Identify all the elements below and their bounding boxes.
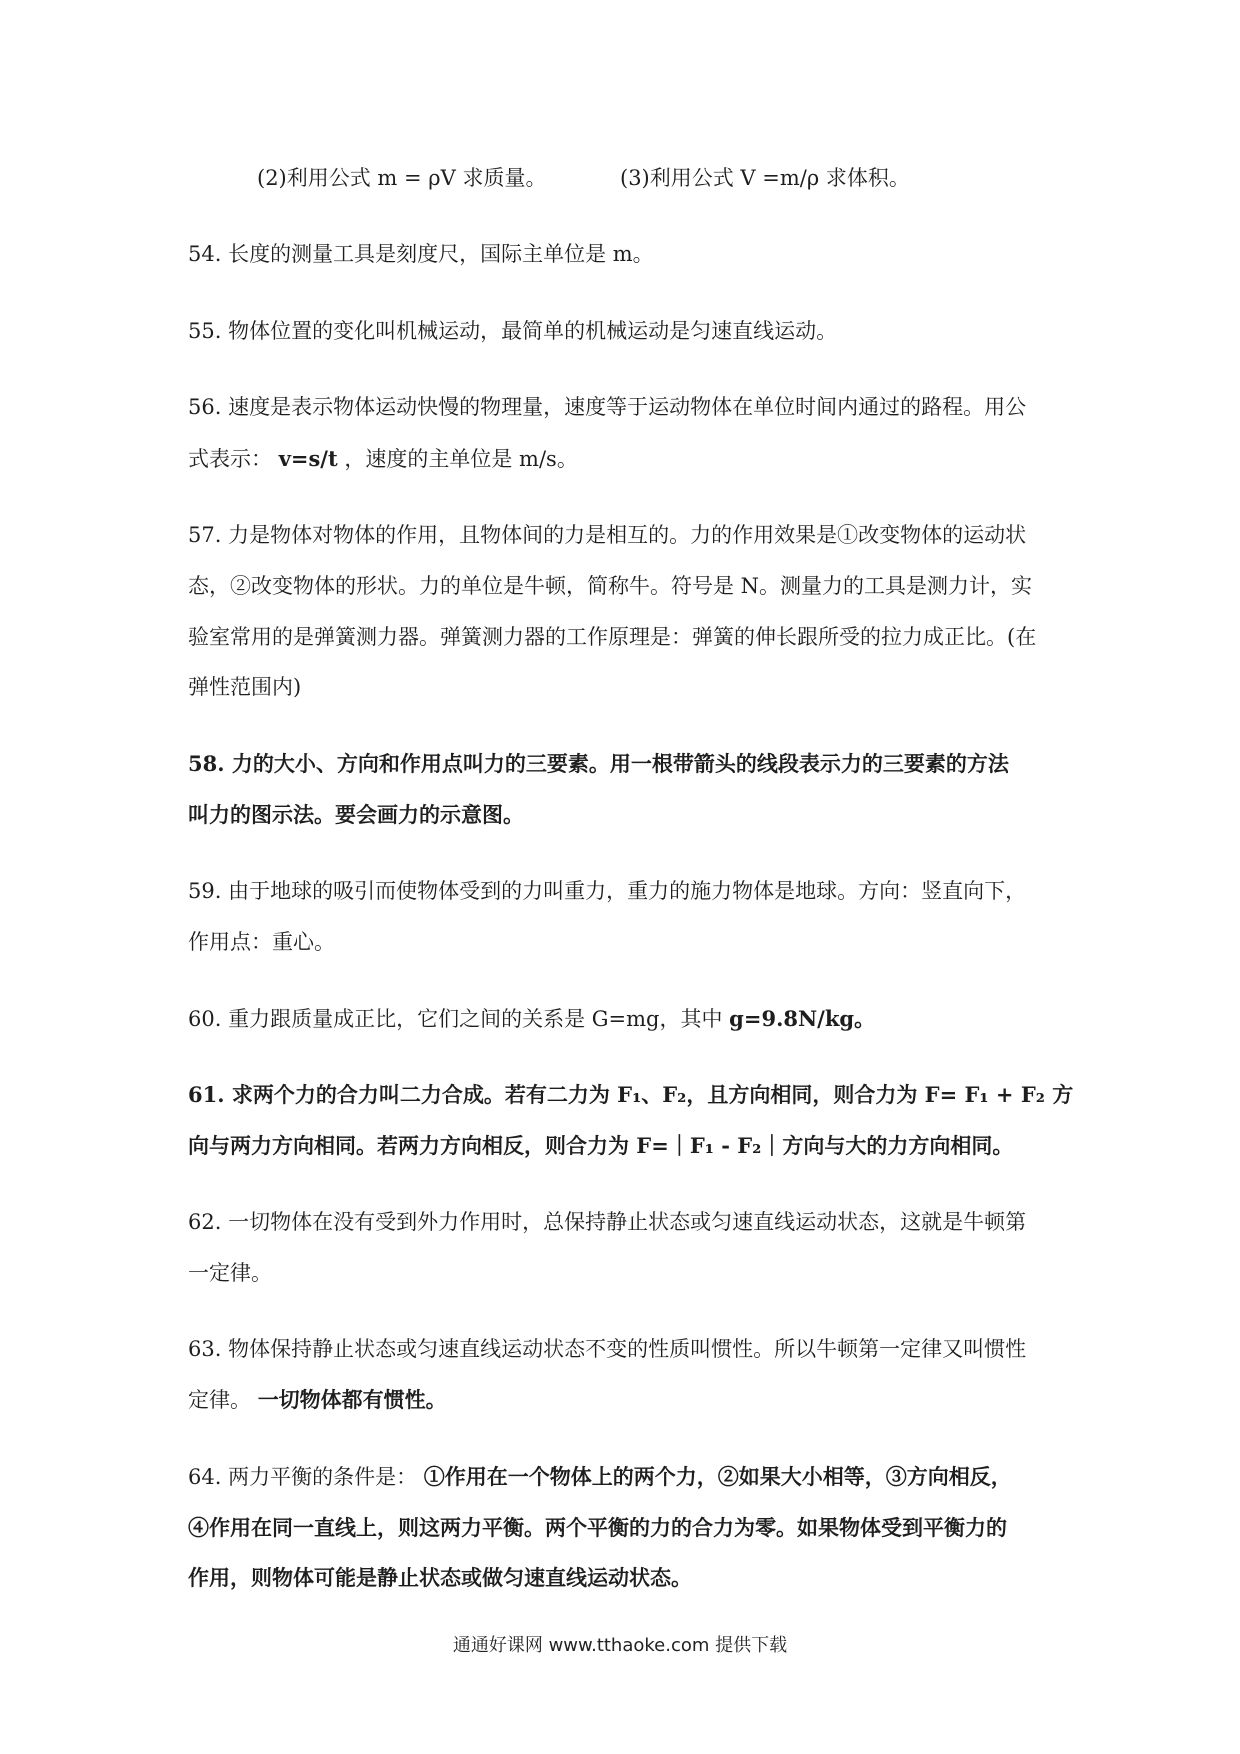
- item-60: [188, 1004, 1056, 1034]
- mass-formula: (2)利用公式 m = ρV 求质量。: [257, 166, 547, 190]
- item-57-line-4: 弹性范围内): [188, 675, 302, 699]
- item-61-line-1: 61. 求两个力的合力叫二力合成。若有二力为 F₁、F₂，且方向相同，则合力为 F= F₁ + F₂ 方: [188, 1082, 1074, 1107]
- item-57-line-1: 57. 力是物体对物体的作用，且物体间的力是相互的。力的作用效果是①改变物体的运动状: [188, 523, 1027, 547]
- item-57-line-2: 态，②改变物体的形状。力的单位是牛顿，简称牛。符号是 N。测量力的工具是测力计，实: [188, 574, 1033, 598]
- gravity-constant: g=9.8N/kg。: [729, 1006, 876, 1031]
- formula-row: [257, 163, 1056, 193]
- item-56-text-a: 式表示：: [188, 447, 272, 471]
- item-58-line-2: 叫力的图示法。要会画力的示意图。: [188, 802, 524, 827]
- item-57-line-3: 验室常用的是弹簧测力器。弹簧测力器的工作原理是：弹簧的伸长跟所受的拉力成正比。(在: [188, 625, 1037, 649]
- item-59-line-1: 59. 由于地球的吸引而使物体受到的力叫重力，重力的施力物体是地球。方向：竖直向下，: [188, 879, 1027, 903]
- item-61-line-2: 向与两力方向相同。若两力方向相反，则合力为 F=｜F₁ - F₂｜方向与大的力方向相同。: [188, 1133, 1014, 1158]
- item-63-line-2: [188, 1385, 1056, 1415]
- item-63-line-1: 63. 物体保持静止状态或匀速直线运动状态不变的性质叫惯性。所以牛顿第一定律又叫惯性: [188, 1337, 1027, 1361]
- item-64-line-1: [188, 1462, 1056, 1492]
- balance-conditions: ①作用在一个物体上的两个力，②如果大小相等，③方向相反，: [423, 1464, 1012, 1489]
- inertia-statement: 一切物体都有惯性。: [257, 1387, 447, 1412]
- item-59-line-2: 作用点：重心。: [188, 930, 335, 954]
- item-58-line-1: 58. 力的大小、方向和作用点叫力的三要素。用一根带箭头的线段表示力的三要素的方法: [188, 751, 1009, 776]
- item-62-line-2: 一定律。: [188, 1261, 272, 1285]
- item-55: 55. 物体位置的变化叫机械运动，最简单的机械运动是匀速直线运动。: [188, 319, 838, 343]
- item-63-text: 定律。: [188, 1388, 251, 1412]
- item-56-line-2: [188, 444, 1056, 474]
- item-64-text: 64. 两力平衡的条件是：: [188, 1465, 418, 1489]
- speed-formula: v=s/t: [278, 446, 338, 471]
- item-64-line-3: 作用，则物体可能是静止状态或做匀速直线运动状态。: [188, 1565, 692, 1590]
- item-62-line-1: 62. 一切物体在没有受到外力作用时，总保持静止状态或匀速直线运动状态，这就是牛顿第: [188, 1210, 1027, 1234]
- page-footer: 通通好课网 www.tthaoke.com 提供下载: [452, 1635, 788, 1656]
- item-56-line-1: 56. 速度是表示物体运动快慢的物理量，速度等于运动物体在单位时间内通过的路程。用公: [188, 395, 1027, 419]
- item-56-text-c: ，速度的主单位是 m/s。: [344, 447, 578, 471]
- item-60-text: 60. 重力跟质量成正比，它们之间的关系是 G=mg，其中: [188, 1007, 723, 1031]
- volume-formula: (3)利用公式 V =m/ρ 求体积。: [620, 166, 910, 190]
- item-54: 54. 长度的测量工具是刻度尺，国际主单位是 m。: [188, 242, 654, 266]
- item-64-line-2: ④作用在同一直线上，则这两力平衡。两个平衡的力的合力为零。如果物体受到平衡力的: [188, 1515, 1007, 1540]
